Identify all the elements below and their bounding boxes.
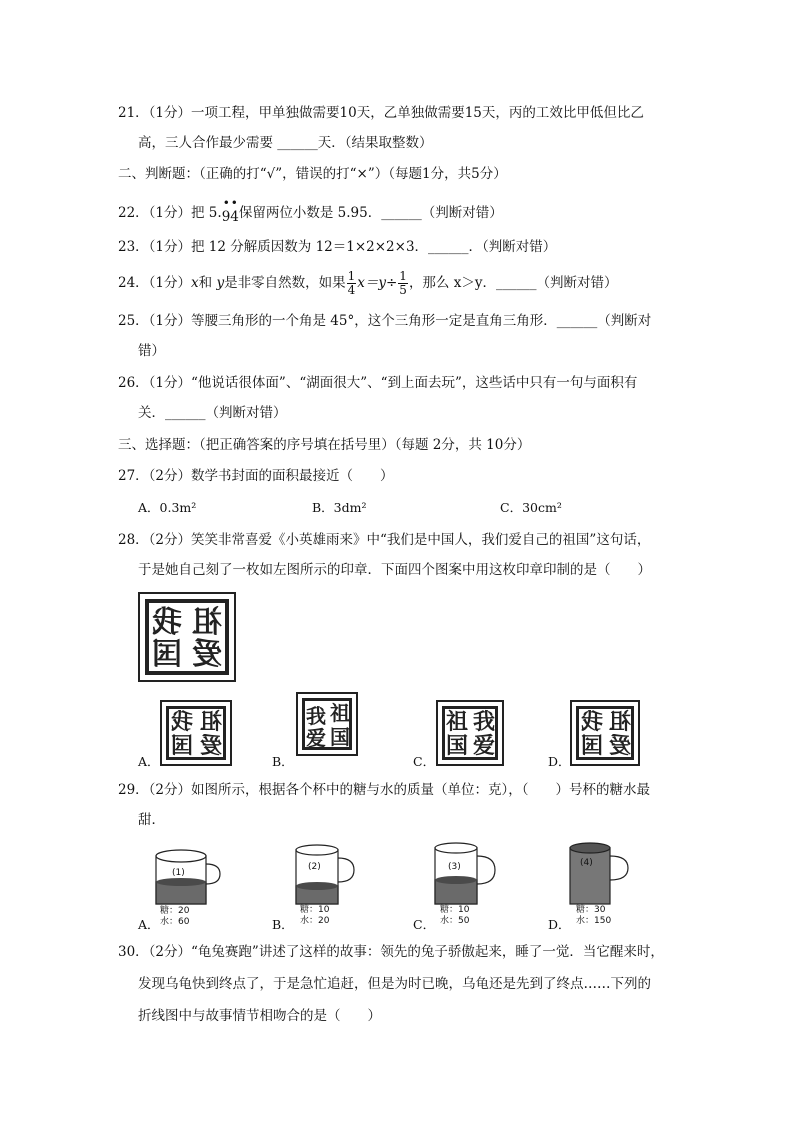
q27-option-a[interactable]: A．0.3m²	[138, 500, 197, 515]
q23: 23．（1分）把 12 分解质因数为 12＝1×2×2×3．______．（判断对错）	[118, 239, 557, 255]
q29-option-d-label[interactable]: D．	[548, 917, 571, 932]
seal-original-image: 我 国 祖 爱	[138, 592, 236, 682]
q28-option-a-label[interactable]: A．	[138, 754, 160, 769]
q21-line1: 21．（1分）一项工程，甲单独做需要10天，乙单独做需要15天，丙的工效比甲低但比乙	[118, 105, 644, 121]
q28-option-c-label[interactable]: C．	[413, 754, 436, 769]
cup-3-icon[interactable]	[433, 840, 503, 908]
q28-option-a-seal[interactable]: 我 国 祖 爱	[160, 700, 232, 766]
q28-option-b-label[interactable]: B．	[272, 754, 294, 769]
section-3-heading: 三、选择题：（把正确答案的序号填在括号里）（每题 2分，共 10分）	[118, 437, 531, 453]
q25-line1: 25．（1分）等腰三角形的一个角是 45°，这个三角形一定是直角三角形．______（判断对	[118, 313, 652, 329]
q21-line2: 高，三人合作最少需要 ______天．（结果取整数）	[138, 135, 433, 151]
cup-3-water: 水：50	[440, 916, 470, 926]
q28-line2: 于是她自己刻了一枚如左图所示的印章．下面四个图案中用这枚印章印制的是（ ）	[138, 562, 651, 578]
q26-line1: 26．（1分）“他说话很体面”、“湖面很大”、“到上面去玩”，这些话中只有一句与面积有	[118, 375, 638, 391]
q30-line1: 30．（2分）“龟兔赛跑”讲述了这样的故事：领先的兔子骄傲起来，睡了一觉．当它醒来时，	[118, 944, 664, 960]
repeating-dots: ••	[222, 196, 239, 210]
cup-4-number: (4)	[580, 858, 593, 868]
q27-stem: 27．（2分）数学书封面的面积最接近（ ）	[118, 468, 394, 484]
cup-4-water: 水：150	[576, 916, 612, 926]
q28-line1: 28．（2分）笑笑非常喜爱《小英雄雨来》中“我们是中国人，我们爱自己的祖国”这句话，	[118, 532, 651, 548]
cup-3-number: (3)	[448, 862, 461, 872]
q25-line2: 错）	[138, 343, 165, 359]
q28-option-c-seal[interactable]: 祖 国 我 爱	[436, 700, 504, 766]
q29-line2: 甜．	[138, 812, 165, 828]
cup-4-sugar: 糖：30	[576, 905, 606, 915]
cup-2-water: 水：20	[300, 916, 330, 926]
q28-option-d-seal[interactable]: 我 国 祖 爱	[570, 700, 640, 766]
section-2-heading: 二、判断题：（正确的打“√”，错误的打“×”）（每题1分，共5分）	[118, 166, 507, 182]
q28-option-b-seal[interactable]: 我 爱 祖 国	[296, 692, 358, 756]
cup-1-sugar: 糖：20	[160, 906, 190, 916]
cup-2-sugar: 糖：10	[300, 905, 330, 915]
cup-4-icon[interactable]	[568, 840, 644, 908]
cup-1-number: (1)	[172, 868, 185, 878]
q29-option-c-label[interactable]: C．	[413, 917, 436, 932]
q27-option-c[interactable]: C．30cm²	[500, 500, 562, 515]
q29-option-b-label[interactable]: B．	[272, 917, 294, 932]
q27-option-b[interactable]: B．3dm²	[312, 500, 367, 515]
q26-line2: 关．______（判断对错）	[138, 405, 287, 421]
q29-line1: 29．（2分）如图所示，根据各个杯中的糖与水的质量（单位：克），（ ）号杯的糖水最	[118, 782, 651, 798]
cup-3-sugar: 糖：10	[440, 905, 470, 915]
cup-1-water: 水：60	[160, 917, 190, 927]
cup-2-icon[interactable]	[294, 842, 360, 908]
q28-option-d-label[interactable]: D．	[548, 754, 571, 769]
cup-1-icon[interactable]	[154, 848, 224, 908]
fraction-1-4: $\frac{1}{4}$	[347, 269, 356, 297]
q30-line2: 发现乌龟快到终点了，于是急忙追赶，但是为时已晚，乌龟还是先到了终点……下列的	[138, 976, 651, 992]
q30-line3: 折线图中与故事情节相吻合的是（ ）	[138, 1008, 381, 1024]
q29-option-a-label[interactable]: A．	[138, 917, 160, 932]
q22: 22．（1分）把 5. •• 94保留两位小数是 5.95．______（判断对错）	[118, 203, 503, 223]
q24: 24．（1分）x和 y是非零自然数，如果 $\frac{1}{4}$ x＝y÷ $\frac{1}{5}$ ，那么 x＞y．______（判断对错）	[118, 269, 618, 297]
cup-2-number: (2)	[308, 862, 321, 872]
fraction-1-5: $\frac{1}{5}$	[399, 269, 407, 297]
